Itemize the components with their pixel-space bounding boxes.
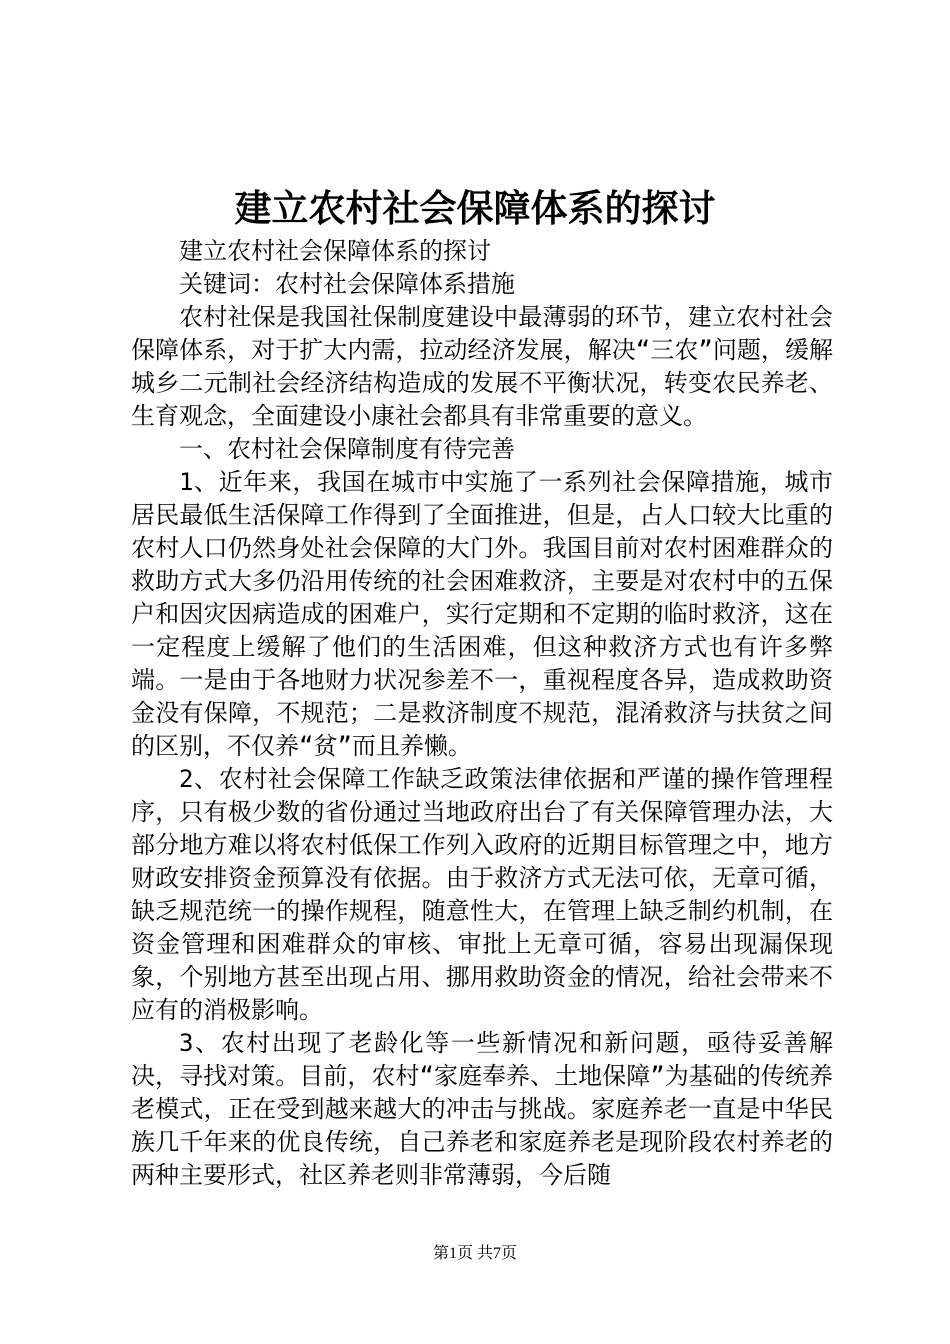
body-paragraph-2: 2、农村社会保障工作缺乏政策法律依据和严谨的操作管理程序，只有极少数的省份通过当地政府出台了有关保障管理办法，大部分地方难以将农村低保工作列入政府的近期目标管理之中，地方财政安排资金预算没有依据。由于救济方式无法可依，无章可循，缺乏规范统一的操作规程，随意性大，在管理上缺乏制约机制，在资金管理和困难群众的审核、审批上无章可循，容易出现漏保现象，个别地方甚至出现占用、挪用救助资金的情况，给社会带来不应有的消极影响。	[131, 765, 833, 1024]
document-title: 建立农村社会保障体系的探讨	[234, 186, 716, 230]
section-heading: 一、农村社会保障制度有待完善	[179, 435, 515, 463]
body-paragraph-1: 1、近年来，我国在城市中实施了一系列社会保障措施，城市居民最低生活保障工作得到了全面推进，但是，占人口较大比重的农村人口仍然身处社会保障的大门外。我国目前对农村困难群众的救助方式大多仍沿用传统的社会困难救济，主要是对农村中的五保户和因灾因病造成的困难户，实行定期和不定期的临时救济，这在一定程度上缓解了他们的生活困难，但这种救济方式也有许多弊端。一是由于各地财力状况参差不一，重视程度各异，造成救助资金没有保障，不规范；二是救济制度不规范，混淆救济与扶贫之间的区别，不仅养“贫”而且养懒。	[131, 468, 833, 760]
subtitle-paragraph: 建立农村社会保障体系的探讨	[179, 237, 491, 265]
page-footer: 第1页 共7页	[432, 1245, 517, 1262]
keywords-paragraph: 关键词：农村社会保障体系措施	[179, 270, 515, 298]
body-paragraph-3: 3、农村出现了老龄化等一些新情况和新问题，亟待妥善解决，寻找对策。目前，农村“家庭奉养、土地保障”为基础的传统养老模式，正在受到越来越大的冲击与挑战。家庭养老一直是中华民族几千年来的优良传统，自己养老和家庭养老是现阶段农村养老的两种主要形式，社区养老则非常薄弱，今后随	[131, 1029, 833, 1189]
document-body	[131, 235, 833, 1192]
intro-paragraph: 农村社保是我国社保制度建设中最薄弱的环节，建立农村社会保障体系，对于扩大内需，拉动经济发展，解决“三农”问题，缓解城乡二元制社会经济结构造成的发展不平衡状况，转变农民养老、生育观念，全面建设小康社会都具有非常重要的意义。	[131, 303, 833, 430]
